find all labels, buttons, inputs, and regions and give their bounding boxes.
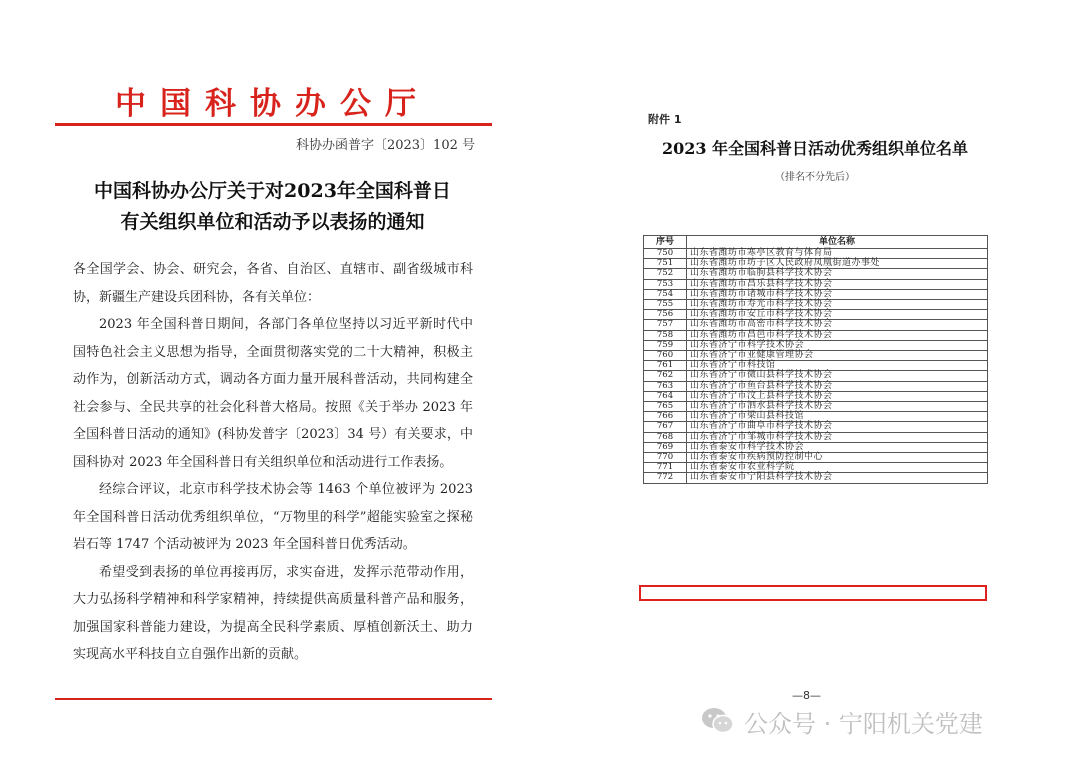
row-unit-name: 山东省济宁市亚健康管理协会: [687, 351, 988, 361]
row-unit-name: 山东省潍坊市昌邑市科学技术协会: [687, 330, 988, 340]
table-row: [644, 320, 988, 330]
row-unit-name: 山东省济宁市梁山县科技馆: [687, 412, 988, 422]
body-paragraph: 希望受到表扬的单位再接再厉，求实奋进，发挥示范带动作用，大力弘扬科学精神和科学家精神，持续提供高质量科普产品和服务，加强国家科普能力建设，为提高全民科学素质、厚植创新沃土、助力实现高水平科技自立自强作出新的贡献。: [73, 564, 473, 662]
row-number: 751: [644, 259, 687, 269]
row-number: 768: [644, 432, 687, 442]
row-unit-name: 山东省济宁市邹城市科学技术协会: [687, 432, 988, 442]
row-unit-name: 山东省泰安市疾病预防控制中心: [687, 453, 988, 463]
row-unit-name: 山东省潍坊市寿光市科学技术协会: [687, 300, 988, 310]
row-unit-name: 山东省潍坊市坊子区人民政府凤凰街道办事处: [687, 259, 988, 269]
table-row: [644, 432, 988, 442]
header-red-rule: [55, 123, 492, 126]
column-header-name: 单位名称: [687, 236, 988, 249]
table-row: [644, 269, 988, 279]
row-unit-name: 山东省济宁市鱼台县科学技术协会: [687, 381, 988, 391]
row-unit-name: 山东省济宁市曲阜市科学技术协会: [687, 422, 988, 432]
award-table: [643, 235, 988, 484]
row-number: 770: [644, 453, 687, 463]
row-number: 759: [644, 340, 687, 350]
row-number: 754: [644, 289, 687, 299]
row-unit-name: 山东省泰安市科学技术协会: [687, 442, 988, 452]
row-number: 761: [644, 361, 687, 371]
row-number: 769: [644, 442, 687, 452]
row-number: 752: [644, 269, 687, 279]
notice-title-line-1: 中国科协办公厅关于对2023年全国科普日: [94, 180, 451, 202]
row-unit-name: 山东省泰安市宁阳县科学技术协会: [687, 473, 988, 483]
watermark-text: 公众号 · 宁阳机关党建: [744, 709, 983, 738]
row-unit-name: 山东省济宁市微山县科学技术协会: [687, 371, 988, 381]
row-number: 758: [644, 330, 687, 340]
highlight-box: [639, 585, 987, 601]
row-number: 764: [644, 391, 687, 401]
row-unit-name: 山东省泰安市农业科学院: [687, 463, 988, 473]
list-subtitle: （排名不分先后）: [775, 172, 855, 183]
row-unit-name: 山东省潍坊市安丘市科学技术协会: [687, 310, 988, 320]
row-number: 766: [644, 412, 687, 422]
row-unit-name: 山东省济宁市汶上县科学技术协会: [687, 391, 988, 401]
award-table-grid: [643, 235, 988, 484]
body-paragraph: 经综合评议，北京市科学技术协会等 1463 个单位被评为 2023 年全国科普日活动优秀组织单位，“万物里的科学”超能实验室之探秘岩石等 1747 个活动被评为 2023 年全国科普日优秀活动。: [73, 482, 473, 552]
watermark: [700, 703, 983, 739]
row-number: 760: [644, 351, 687, 361]
row-number: 753: [644, 279, 687, 289]
list-title: 2023 年全国科普日活动优秀组织单位名单: [661, 139, 969, 158]
wechat-icon: [700, 706, 736, 736]
table-row: [644, 289, 988, 299]
row-number: 772: [644, 473, 687, 483]
row-unit-name: 山东省济宁市科技馆: [687, 361, 988, 371]
table-row: [644, 330, 988, 340]
notice-title-line-2: 有关组织单位和活动予以表扬的通知: [120, 211, 425, 233]
row-number: 762: [644, 371, 687, 381]
row-unit-name: 山东省济宁市泗水县科学技术协会: [687, 402, 988, 412]
row-number: 755: [644, 300, 687, 310]
row-number: 771: [644, 463, 687, 473]
document-number: 科协办函普字〔2023〕102 号: [295, 138, 475, 153]
addressee-paragraph: 各全国学会、协会、研究会，各省、自治区、直辖市、副省级城市科协，新疆生产建设兵团科协，各有关单位：: [73, 262, 473, 305]
row-number: 763: [644, 381, 687, 391]
footer-red-rule: [55, 698, 492, 700]
table-row: [644, 340, 988, 350]
table-row-highlighted: [644, 473, 988, 483]
row-unit-name: 山东省潍坊市昌乐县科学技术协会: [687, 279, 988, 289]
row-unit-name: 山东省潍坊市高密市科学技术协会: [687, 320, 988, 330]
row-unit-name: 山东省潍坊市诸城市科学技术协会: [687, 289, 988, 299]
row-unit-name: 山东省济宁市科学技术协会: [687, 340, 988, 350]
notice-body: [73, 256, 473, 669]
row-number: 757: [644, 320, 687, 330]
row-number: 756: [644, 310, 687, 320]
row-number: 767: [644, 422, 687, 432]
column-header-number: 序号: [644, 236, 687, 249]
row-number: 750: [644, 249, 687, 259]
row-unit-name: 山东省潍坊市寒亭区教育与体育局: [687, 249, 988, 259]
table-header-row: [644, 236, 988, 249]
page-number: —8—: [792, 689, 821, 702]
notice-title: [55, 176, 490, 238]
table-row: [644, 422, 988, 432]
row-unit-name: 山东省潍坊市临朐县科学技术协会: [687, 269, 988, 279]
table-row: [644, 371, 988, 381]
table-row: [644, 279, 988, 289]
org-header: 中国科协办公厅: [115, 86, 430, 122]
attachment-label: 附件 1: [648, 113, 682, 126]
body-paragraph: 2023 年全国科普日期间，各部门各单位坚持以习近平新时代中国特色社会主义思想为指导，全面贯彻落实党的二十大精神，积极主动作为，创新活动方式，调动各方面力量开展科普活动，共同构建全社会参与、全民共享的社会化科普大格局。按照《关于举办 2023 年全国科普日活动的通知》(科协发普字〔2023〕34 号）有关要求，中国科协对 2023 年全国科普日有关组织单位和活动进行工作表扬。: [73, 317, 473, 470]
row-number: 765: [644, 402, 687, 412]
table-row: [644, 381, 988, 391]
